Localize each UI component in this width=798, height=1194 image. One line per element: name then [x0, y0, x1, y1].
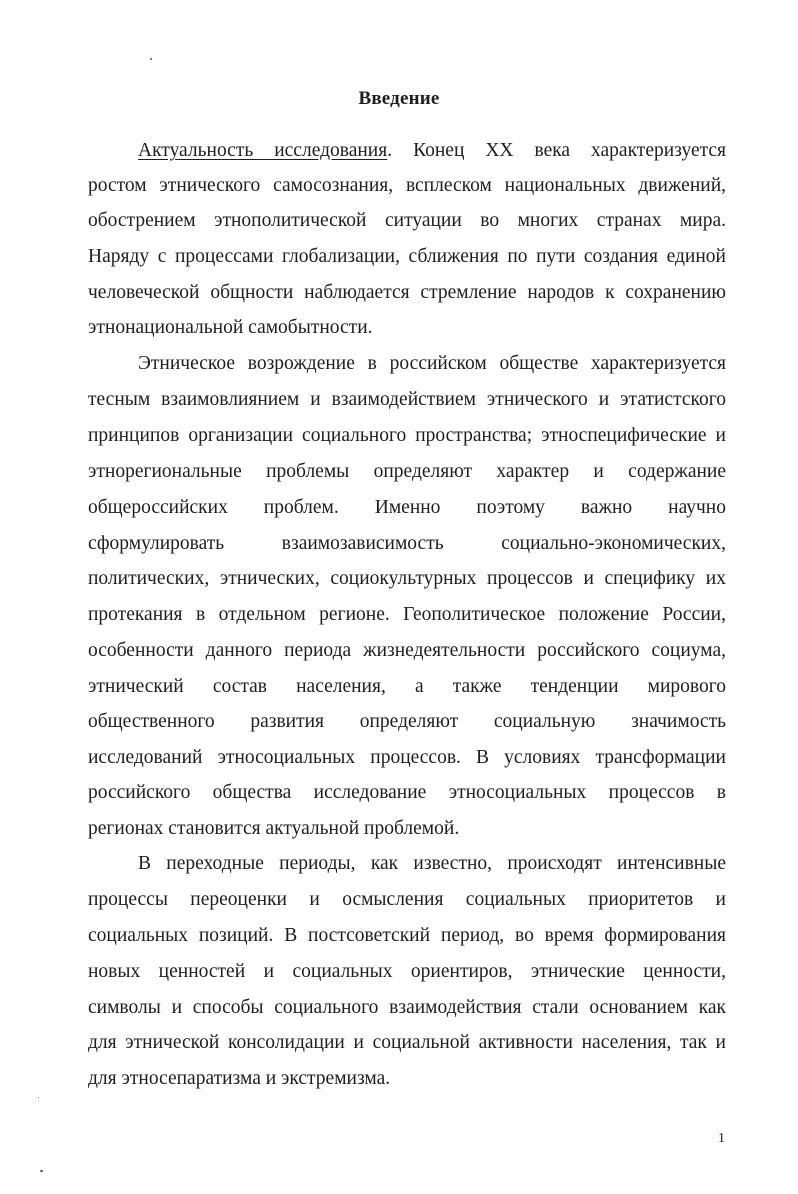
paragraph-1-line-4: Наряду с процессами глобализации, сближения по пути создания единой — [88, 246, 726, 267]
paragraph-3-line-4: новых ценностей и социальных ориентиров, этнические ценности, — [88, 961, 726, 982]
paragraph-2-line-9: особенности данного периода жизнедеятельности российского социума, — [88, 640, 726, 661]
paragraph-2-line-10: этнический состав населения, а также тенденции мирового — [88, 676, 726, 697]
paragraph-1-lead-tail: . Конец XX века характеризуется — [387, 140, 726, 161]
paragraph-3-line-1: В переходные периоды, как известно, происходят интенсивные — [138, 853, 726, 874]
paragraph-1-line-2: ростом этнического самосознания, всплеском национальных движений, — [88, 175, 726, 196]
paragraph-3-line-5: символы и способы социального взаимодействия стали основанием как — [88, 997, 726, 1018]
paragraph-2-line-13: российского общества исследование этносоциальных процессов в — [88, 782, 726, 803]
paragraph-1-line-1 — [138, 139, 726, 163]
paragraph-1-line-5: человеческой общности наблюдается стремление народов к сохранению — [88, 282, 726, 303]
paragraph-1-line-6: этнонациональной самобытности. — [88, 317, 373, 338]
paragraph-2-line-14: регионах становится актуальной проблемой. — [88, 818, 460, 839]
page-number: 1 — [718, 1131, 725, 1146]
paragraph-2-line-4: этнорегиональные проблемы определяют характер и содержание — [88, 461, 726, 482]
paragraph-2-line-8: протекания в отдельном регионе. Геополитическое положение России, — [88, 604, 726, 625]
paragraph-1-line-3: обострением этнополитической ситуации во многих странах мира. — [88, 210, 726, 231]
paragraph-3-line-3: социальных позиций. В постсоветский период, во время формирования — [88, 925, 726, 946]
paragraph-2-line-6: сформулировать взаимозависимость социально-экономических, — [88, 533, 726, 554]
scan-speck — [40, 1170, 43, 1172]
paragraph-2-line-12: исследований этносоциальных процессов. В условиях трансформации — [88, 747, 726, 768]
paragraph-3-line-6: для этнической консолидации и социальной активности населения, так и — [88, 1032, 726, 1053]
paragraph-2-line-5: общероссийских проблем. Именно поэтому важно научно — [88, 497, 726, 518]
paragraph-2-line-11: общественного развития определяют социальную значимость — [88, 711, 726, 732]
scan-speck — [38, 1097, 39, 1098]
relevance-heading: Актуальность исследования — [138, 140, 388, 161]
paragraph-2-line-1: Этническое возрождение в российском обществе характеризуется — [138, 353, 726, 374]
paragraph-2-line-7: политических, этнических, социокультурных процессов и специфику их — [88, 568, 726, 589]
paragraph-2-line-2: тесным взаимовлиянием и взаимодействием этнического и этатистского — [88, 389, 726, 410]
paragraph-2-line-3: принципов организации социального пространства; этноспецифические и — [88, 425, 726, 446]
page-title: Введение — [358, 88, 440, 109]
paragraph-3-line-2: процессы переоценки и осмысления социальных приоритетов и — [88, 889, 726, 910]
scan-speck — [150, 58, 152, 60]
paragraph-3-line-7: для этносепаратизма и экстремизма. — [88, 1068, 391, 1089]
